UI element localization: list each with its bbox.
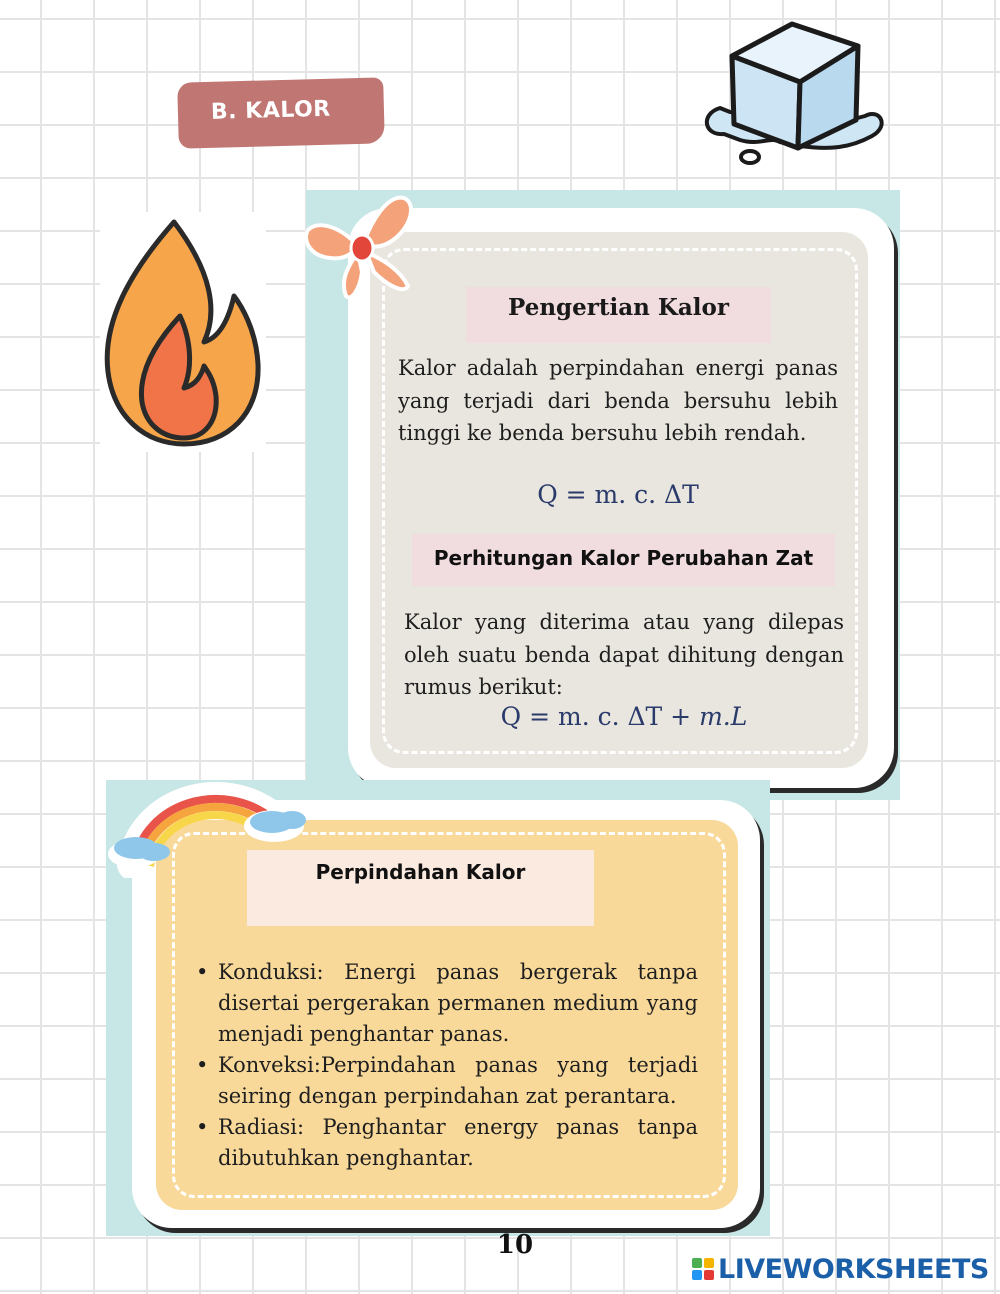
phase-change-text: Kalor yang diterima atau yang dilepas oleh suatu benda dapat dihitung dengan rumus berikut: — [404, 610, 844, 699]
list-item — [196, 1050, 698, 1112]
phase-change-formula — [404, 702, 844, 731]
bullet-icon: • — [196, 1053, 209, 1077]
definition-text: Kalor adalah perpindahan energi panas yang terjadi dari benda bersuhu lebih tinggi ke benda bersuhu lebih rendah. — [398, 356, 838, 445]
definition-heading-box — [466, 287, 771, 343]
phase-change-formula-main: Q = m. c. ΔT + — [500, 702, 700, 731]
phase-change-heading-box — [412, 534, 835, 586]
liveworksheets-logo-icon — [692, 1258, 716, 1282]
flame-icon — [100, 212, 266, 452]
list-item-text: Konduksi: Energi panas bergerak tanpa disertai pergerakan permanen medium yang menjadi penghantar panas. — [218, 960, 698, 1046]
list-item-text: Radiasi: Penghantar energy panas tanpa dibutuhkan penghantar. — [218, 1115, 698, 1170]
liveworksheets-watermark[interactable] — [692, 1254, 992, 1288]
phase-change-heading: Perhitungan Kalor Perubahan Zat — [433, 546, 814, 570]
ice-cube-icon — [700, 16, 890, 174]
transfer-heading: Perpindahan Kalor — [315, 860, 526, 884]
bullet-icon: • — [196, 1115, 209, 1139]
page-number: 10 — [496, 1230, 534, 1260]
section-title-badge — [177, 77, 385, 148]
list-item — [196, 1112, 698, 1174]
list-item — [196, 957, 698, 1050]
transfer-list — [196, 957, 698, 1174]
phase-change-formula-latent: m.L — [699, 702, 748, 731]
bullet-icon: • — [196, 960, 209, 984]
definition-heading: Pengertian Kalor — [508, 294, 729, 321]
watermark-text: LIVEWORKSHEETS — [718, 1254, 989, 1285]
bow-icon — [300, 190, 424, 308]
transfer-heading-box — [247, 850, 594, 926]
section-title: B. KALOR — [210, 96, 331, 125]
list-item-text: Konveksi:Perpindahan panas yang terjadi seiring dengan perpindahan zat perantara. — [218, 1053, 698, 1108]
heat-formula: Q = m. c. ΔT — [537, 480, 699, 509]
